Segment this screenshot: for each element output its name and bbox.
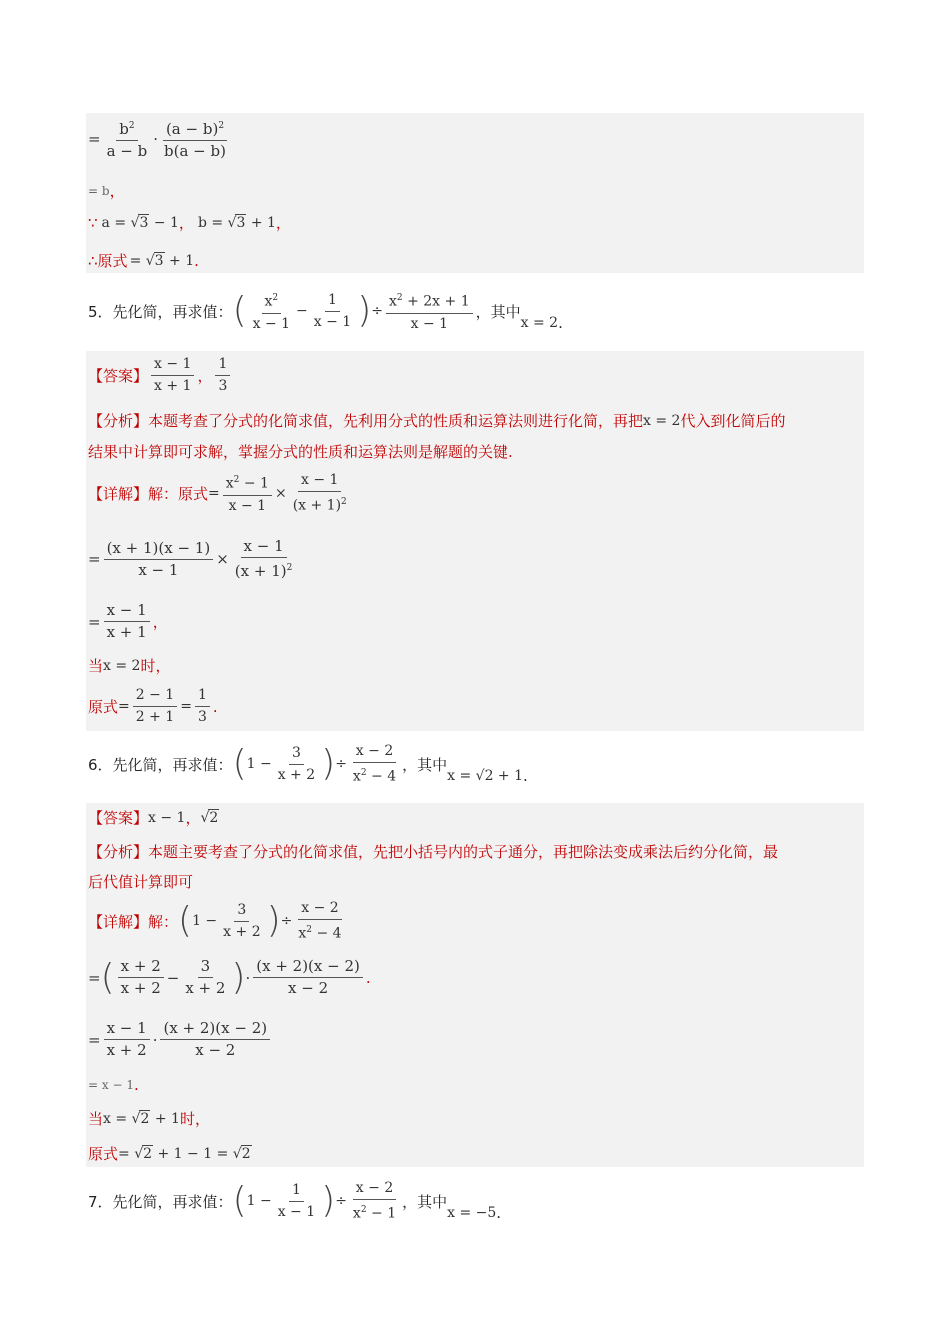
q4-because-line: ∵ a = √3 − 1 ， b = √3 + 1 ， <box>88 213 291 232</box>
q6-detail-tag: 【详解】 <box>88 912 149 931</box>
q5-answer: 【答案】 $\frac{x - 1}{x + 1}$ ， $\frac{1}{3}$ <box>88 356 233 395</box>
q7-prompt: 先化简，再求值： <box>112 1192 233 1211</box>
q4-step-b: = b ， <box>88 182 125 200</box>
q6-detail-line4: = x − 1 . <box>88 1076 139 1094</box>
q6-analysis-line2 <box>88 871 193 892</box>
q5-analysis-text2: 代入到化简后的 <box>680 412 786 430</box>
q5-analysis-x: x = 2 <box>643 412 681 429</box>
q6-detail-jie: 解： <box>148 912 179 931</box>
q6-analysis-line1 <box>88 841 778 862</box>
q7-condition: x = −5 <box>447 1205 497 1222</box>
q5-question: 5． 先化简，再求值： ( $\frac{x^2}{x - 1}$ − $\frac{1}{x - 1}$ ) ÷ $\frac{x^2 + 2x + 1}{x - 1}$ ，其中 x = 2 . <box>88 290 563 333</box>
q5-prompt: 先化简，再求值： <box>112 302 233 321</box>
q6-when: 当 <box>88 1110 104 1128</box>
q6-number: 6． <box>88 755 113 774</box>
q5-detail-line1: 【详解】 解：原式 = $\frac{x^2 - 1}{x - 1}$ × $\frac{x - 1}{(x + 1)^2}$ <box>88 472 347 514</box>
q5-when-end: 时， <box>140 657 171 675</box>
q5-detail-jie: 解：原式 <box>148 484 209 503</box>
q5-detail-line3: = $\frac{x - 1}{x + 1}$ ， <box>88 601 168 641</box>
therefore-symbol: ∴ <box>88 251 98 270</box>
q6-prompt: 先化简，再求值： <box>112 755 233 774</box>
q5-where: ，其中 <box>475 302 521 321</box>
q5-when-cond: x = 2 <box>103 657 141 674</box>
q5-when: 当 <box>88 657 104 675</box>
because-symbol: ∵ <box>88 213 98 232</box>
q6-analysis-text2: 后代值计算即可 <box>88 873 194 891</box>
q5-final-line: 原式 = $\frac{2 - 1}{2 + 1}$ = $\frac{1}{3}$ . <box>88 687 218 725</box>
q6-final-line: 原式 = √2 + 1 − 1 = √2 <box>88 1145 251 1163</box>
q7-where: ，其中 <box>402 1192 448 1211</box>
q6-answer-tag: 【答案】 <box>88 809 149 827</box>
q5-detail-tag: 【详解】 <box>88 484 149 503</box>
q5-condition: x = 2 <box>520 315 559 332</box>
q7-number: 7． <box>88 1192 113 1211</box>
q6-answer-val: x − 1 <box>148 809 186 826</box>
q5-analysis-tag: 【分析】 <box>88 412 149 430</box>
q5-when-line <box>88 655 170 676</box>
q6-detail-line1: 【详解】 解： ( 1 − $\frac{3}{x + 2}$ ) ÷ $\frac{x - 2}{x^2 - 4}$ <box>88 900 342 942</box>
q5-analysis-line1 <box>88 410 785 431</box>
q6-analysis-tag: 【分析】 <box>88 843 149 861</box>
q6-analysis-text1: 本题主要考查了分式的化简求值，先把小括号内的式子通分，再把除法变成乘法后约分化简，最 <box>148 843 779 861</box>
q4-step-fraction: = $\frac{b^2}{a - b}$ · $\frac{(a - b)^2}{b(a - b)}$ <box>88 120 226 160</box>
q5-analysis-text1: 本题考查了分式的化简求值，先利用分式的性质和运算法则进行化简，再把 <box>148 412 644 430</box>
q5-analysis-text3: 结果中计算即可求解，掌握分式的性质和运算法则是解题的关键. <box>88 443 513 461</box>
therefore-text: 原式 <box>97 252 128 270</box>
q4-therefore-line: ∴ 原式 = √3 + 1 . <box>88 251 199 270</box>
q6-where: ，其中 <box>402 755 448 774</box>
q6-question: 6． 先化简，再求值： ( 1 − $\frac{3}{x + 2}$ ) ÷ $\frac{x - 2}{x^2 - 4}$ ，其中 x = √2 + 1 . <box>88 743 528 786</box>
q6-answer: 【答案】 x − 1 ， √2 <box>88 809 219 827</box>
q6-when-end: 时， <box>179 1110 210 1128</box>
q5-detail-line2: = $\frac{(x + 1)(x - 1)}{x - 1}$ × $\frac{x - 1}{(x + 1)^2}$ <box>88 537 293 580</box>
q6-when-line: 当 x = √2 + 1 时， <box>88 1110 210 1128</box>
q5-number: 5． <box>88 302 113 321</box>
q5-answer-tag: 【答案】 <box>88 367 149 385</box>
q6-orig: 原式 <box>88 1145 119 1163</box>
q6-condition: x = √2 + 1 <box>447 768 524 785</box>
q6-detail-line2: = ( $\frac{x + 2}{x + 2}$ − $\frac{3}{x + 2}$ ) · $\frac{(x + 2)(x - 2)}{x - 2}$ . <box>88 956 371 998</box>
q6-detail-line3: = $\frac{x - 1}{x + 2}$ · $\frac{(x + 2)(x - 2)}{x - 2}$ <box>88 1020 273 1059</box>
q7-question: 7． 先化简，再求值： ( 1 − $\frac{1}{x - 1}$ ) ÷ $\frac{x - 2}{x^2 - 1}$ ，其中 x = −5 . <box>88 1180 502 1223</box>
q5-analysis-line2 <box>88 441 513 462</box>
q5-orig: 原式 <box>88 698 119 716</box>
